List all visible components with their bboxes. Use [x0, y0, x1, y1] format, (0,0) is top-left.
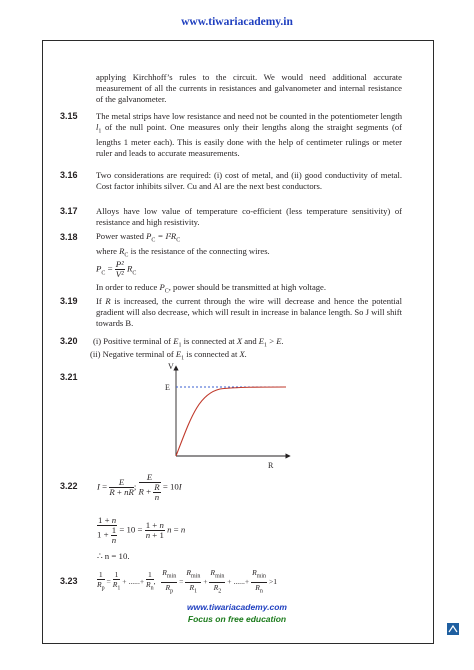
q320-part-i: (i) Positive terminal of $E_1$ is connected at X and $E_1 > E$. [93, 336, 284, 349]
asymptote-label: E [165, 383, 170, 392]
q323-number: 3.23 [60, 576, 78, 586]
q317-text: Alloys have low value of temperature co-efficient (less temperature sensitivity) of resistance and high resistivity. [96, 206, 402, 227]
q316-number: 3.16 [60, 170, 78, 180]
q318-line1: Power wasted $P_C = I^2R_C$ [96, 231, 181, 244]
q319-number: 3.19 [60, 296, 78, 306]
q321-number: 3.21 [60, 372, 78, 382]
intro-paragraph: applying Kirchhoff’s rules to the circuit. We would need additional accurate measurement of all the currents in resistances and galvanometer and internal resistance of the galvanometer. [96, 72, 402, 104]
header-url[interactable]: www.tiwariacademy.in [181, 16, 293, 28]
q318-number: 3.18 [60, 232, 78, 242]
q321-graph [160, 360, 300, 472]
q323-eq: $\frac{1}{R_p}$ = $\frac{1}{R_1}$ + ......+ $\frac{1}{R_n}$ , $\frac{R_{min}}{R_p}$ = $\frac{R_{min}}{R_1}$ + $\frac{R_{min}}{R_2}$ + ......+ $\frac{R_{min}}{R_n}$ >1 [97, 568, 278, 595]
q318-line2: where $R_C$ is the resistance of the connecting wires. [96, 246, 270, 259]
axis-x-label: R [268, 461, 274, 470]
q318-formula: $P_C$ = $\frac{\text{P²}}{\text{V²}}$ $R_C$ [96, 259, 137, 279]
q320-part-ii: (ii) Negative terminal of $E_1$ is connected at X. [90, 349, 247, 362]
curve [176, 387, 286, 456]
q315-text: The metal strips have low resistance and need not be counted in the potentiometer length $l_1$ of the null point. One measures only their lengths along the straight segments (of lengths 1 meter each). This is easily done with the help of centimeter rulings or meter ruler and leads to accurate measurements. [96, 111, 402, 159]
q322-result: ∴ n = 10. [97, 551, 130, 561]
footer-tagline: Focus on free education [187, 614, 287, 624]
q317-number: 3.17 [60, 206, 78, 216]
q322-number: 3.22 [60, 481, 78, 491]
tiwari-logo-icon [446, 622, 460, 636]
q320-number: 3.20 [60, 336, 78, 346]
axis-y-label: V [168, 362, 174, 371]
q316-text: Two considerations are required: (i) cost of metal, and (ii) good conductivity of metal. Cost factor inhibits silver. Cu and Al are the next best conductors. [96, 170, 402, 191]
q319-text: If R is increased, the current through the wire will decrease and hence the potential gradient will also decrease, which will result in increase in balance length. So J will shift towards B. [96, 296, 403, 328]
q318-line3: In order to reduce $P_C$, power should be transmitted at high voltage. [96, 282, 327, 295]
q315-number: 3.15 [60, 111, 78, 121]
footer-site[interactable]: www.tiwariacademy.com [187, 602, 287, 612]
q322-eq2: 1 + n 1 + $\frac{1}{n}$ = 10 = $\frac{1 + n}{n + 1}$ n = n [97, 515, 186, 545]
q322-eq1: I = $\frac{E}{R + nR}$ ; E R + $\frac{R}{n}$ = 10I [97, 472, 182, 502]
